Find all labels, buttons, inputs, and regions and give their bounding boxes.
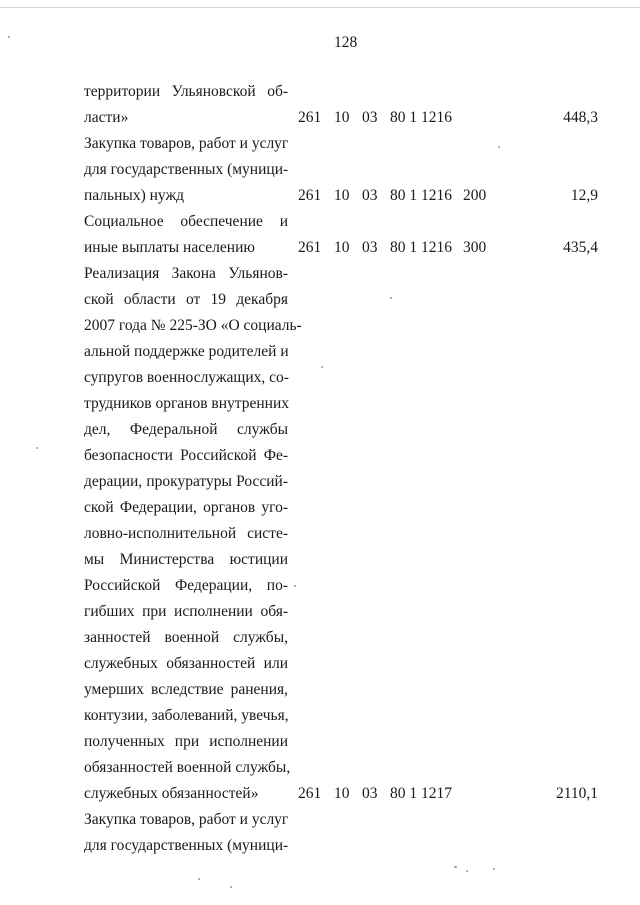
section-code: 10 [334,109,350,126]
subsection-code: 03 [362,239,378,256]
section-code: 10 [334,187,350,204]
text-line: служебных обязанностей» [84,785,259,802]
text-line: ласти» [84,109,129,126]
text-line: 2007 года № 225-ЗО «О социаль- [84,317,302,334]
text-line: ской области от 19 декабря [84,291,288,308]
text-line: полученных при исполнении [84,733,288,750]
text-line: территории Ульяновской об- [84,83,288,100]
text-line: трудников органов внутренних [84,395,290,412]
text-line: служебных обязанностей или [84,655,288,672]
text-line: мы Министерства юстиции [84,551,288,568]
scan-speck [466,870,468,872]
text-line: Социальное обеспечение и [84,213,288,230]
section-code: 10 [334,239,350,256]
text-line: занностей военной службы, [84,629,288,646]
scan-speck [294,585,296,587]
target-article-code: 80 1 1216 [390,239,452,256]
text-line: Реализация Закона Ульянов- [84,265,288,282]
text-line: обязанностей военной службы, [84,759,291,776]
scan-speck [36,447,38,449]
page-number: 128 [334,34,358,51]
text-line: дерации, прокуратуры Россий- [84,473,288,490]
expense-type-code: 200 [463,187,487,204]
text-line: умерших вследствие ранения, [84,681,288,698]
text-line: для государственных (муници- [84,161,289,178]
text-line: гибших при исполнении обя- [84,603,288,620]
grbs-code: 261 [298,109,322,126]
amount: 448,3 [563,109,598,126]
grbs-code: 261 [298,239,322,256]
text-line: дел, Федеральной службы [84,421,288,438]
subsection-code: 03 [362,785,378,802]
target-article-code: 80 1 1216 [390,187,452,204]
grbs-code: 261 [298,785,322,802]
scan-speck [321,366,323,368]
subsection-code: 03 [362,109,378,126]
expense-type-code: 300 [463,239,487,256]
text-line: пальных) нужд [84,187,185,204]
text-line: безопасности Российской Фе- [84,447,288,464]
section-code: 10 [334,785,350,802]
text-line: контузии, заболеваний, увечья, [84,707,289,724]
text-line: супругов военнослужащих, со- [84,369,289,386]
text-line: ской Федерации, органов уго- [84,499,288,516]
scan-speck [493,868,495,870]
scan-top-edge [0,7,640,8]
scan-speck [454,866,457,868]
scan-speck [8,36,10,38]
text-line: Закупка товаров, работ и услуг [84,811,289,828]
grbs-code: 261 [298,187,322,204]
target-article-code: 80 1 1216 [390,109,452,126]
text-line: альной поддержке родителей и [84,343,289,360]
scan-speck [390,297,392,299]
target-article-code: 80 1 1217 [390,785,452,802]
amount: 12,9 [570,187,598,204]
text-line: иные выплаты населению [84,239,255,256]
text-line: ловно-исполнительной систе- [84,525,288,542]
text-line: Российской Федерации, по- [84,577,288,594]
text-line: Закупка товаров, работ и услуг [84,135,289,152]
scan-speck [498,146,500,148]
scan-speck [230,886,232,888]
amount: 435,4 [563,239,598,256]
subsection-code: 03 [362,187,378,204]
amount: 2110,1 [555,785,598,802]
text-line: для государственных (муници- [84,837,289,854]
scan-speck [198,878,200,880]
